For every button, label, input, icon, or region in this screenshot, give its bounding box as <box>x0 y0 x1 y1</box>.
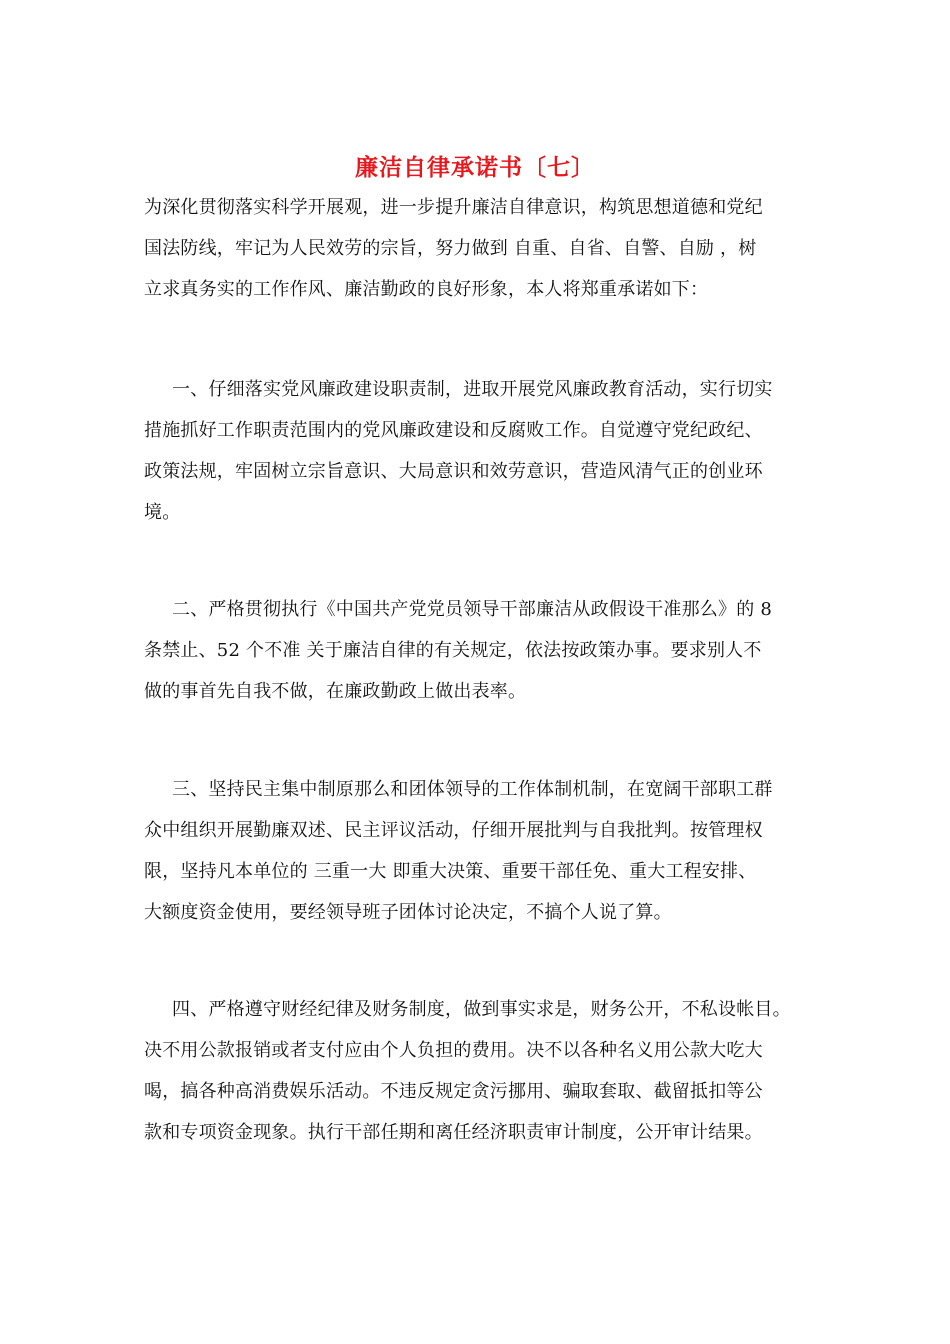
paragraph-line: 四、严格遵守财经纪律及财务制度，做到事实求是，财务公开，不私设帐目。 <box>172 999 791 1020</box>
paragraph-line: 条禁止、52 个不准 关于廉洁自律的有关规定，依法按政策办事。要求别人不 <box>144 640 762 661</box>
paragraph-line: 决不用公款报销或者支付应由个人负担的费用。决不以各种名义用公款大吃大 <box>144 1040 763 1061</box>
paragraph-line: 为深化贯彻落实科学开展观，进一步提升廉洁自律意识，构筑思想道德和党纪 <box>144 197 763 218</box>
paragraph-line: 大额度资金使用，要经领导班子团体讨论决定，不搞个人说了算。 <box>144 902 672 923</box>
paragraph-line: 国法防线，牢记为人民效劳的宗旨，努力做到 自重、自省、自警、自励 ，树 <box>144 238 757 259</box>
paragraph-line: 立求真务实的工作作风、廉洁勤政的良好形象，本人将郑重承诺如下： <box>144 279 709 300</box>
paragraph-line: 款和专项资金现象。执行干部任期和离任经济职责审计制度，公开审计结果。 <box>144 1122 763 1143</box>
paragraph-line: 措施抓好工作职责范围内的党风廉政建设和反腐败工作。自觉遵守党纪政纪、 <box>144 420 763 441</box>
document-title: 廉洁自律承诺书〔七〕 <box>355 155 595 181</box>
paragraph-line: 一、仔细落实党风廉政建设职责制，进取开展党风廉政教育活动，实行切实 <box>172 379 773 400</box>
paragraph-line: 三、坚持民主集中制原那么和团体领导的工作体制机制，在宽阔干部职工群 <box>172 779 773 800</box>
paragraph-line: 喝，搞各种高消费娱乐活动。不违反规定贪污挪用、骗取套取、截留抵扣等公 <box>144 1081 763 1102</box>
paragraph-line: 政策法规，牢固树立宗旨意识、大局意识和效劳意识，营造风清气正的创业环 <box>144 461 763 482</box>
paragraph-line: 做的事首先自我不做，在廉政勤政上做出表率。 <box>144 681 527 702</box>
paragraph-line: 限，坚持凡本单位的 三重一大 即重大决策、重要干部任免、重大工程安排、 <box>144 861 757 882</box>
paragraph-line: 众中组织开展勤廉双述、民主评议活动，仔细开展批判与自我批判。按管理权 <box>144 820 763 841</box>
paragraph-line: 境。 <box>144 502 181 523</box>
paragraph-line: 二、严格贯彻执行《中国共产党党员领导干部廉洁从政假设干准那么》的 8 <box>172 599 772 620</box>
